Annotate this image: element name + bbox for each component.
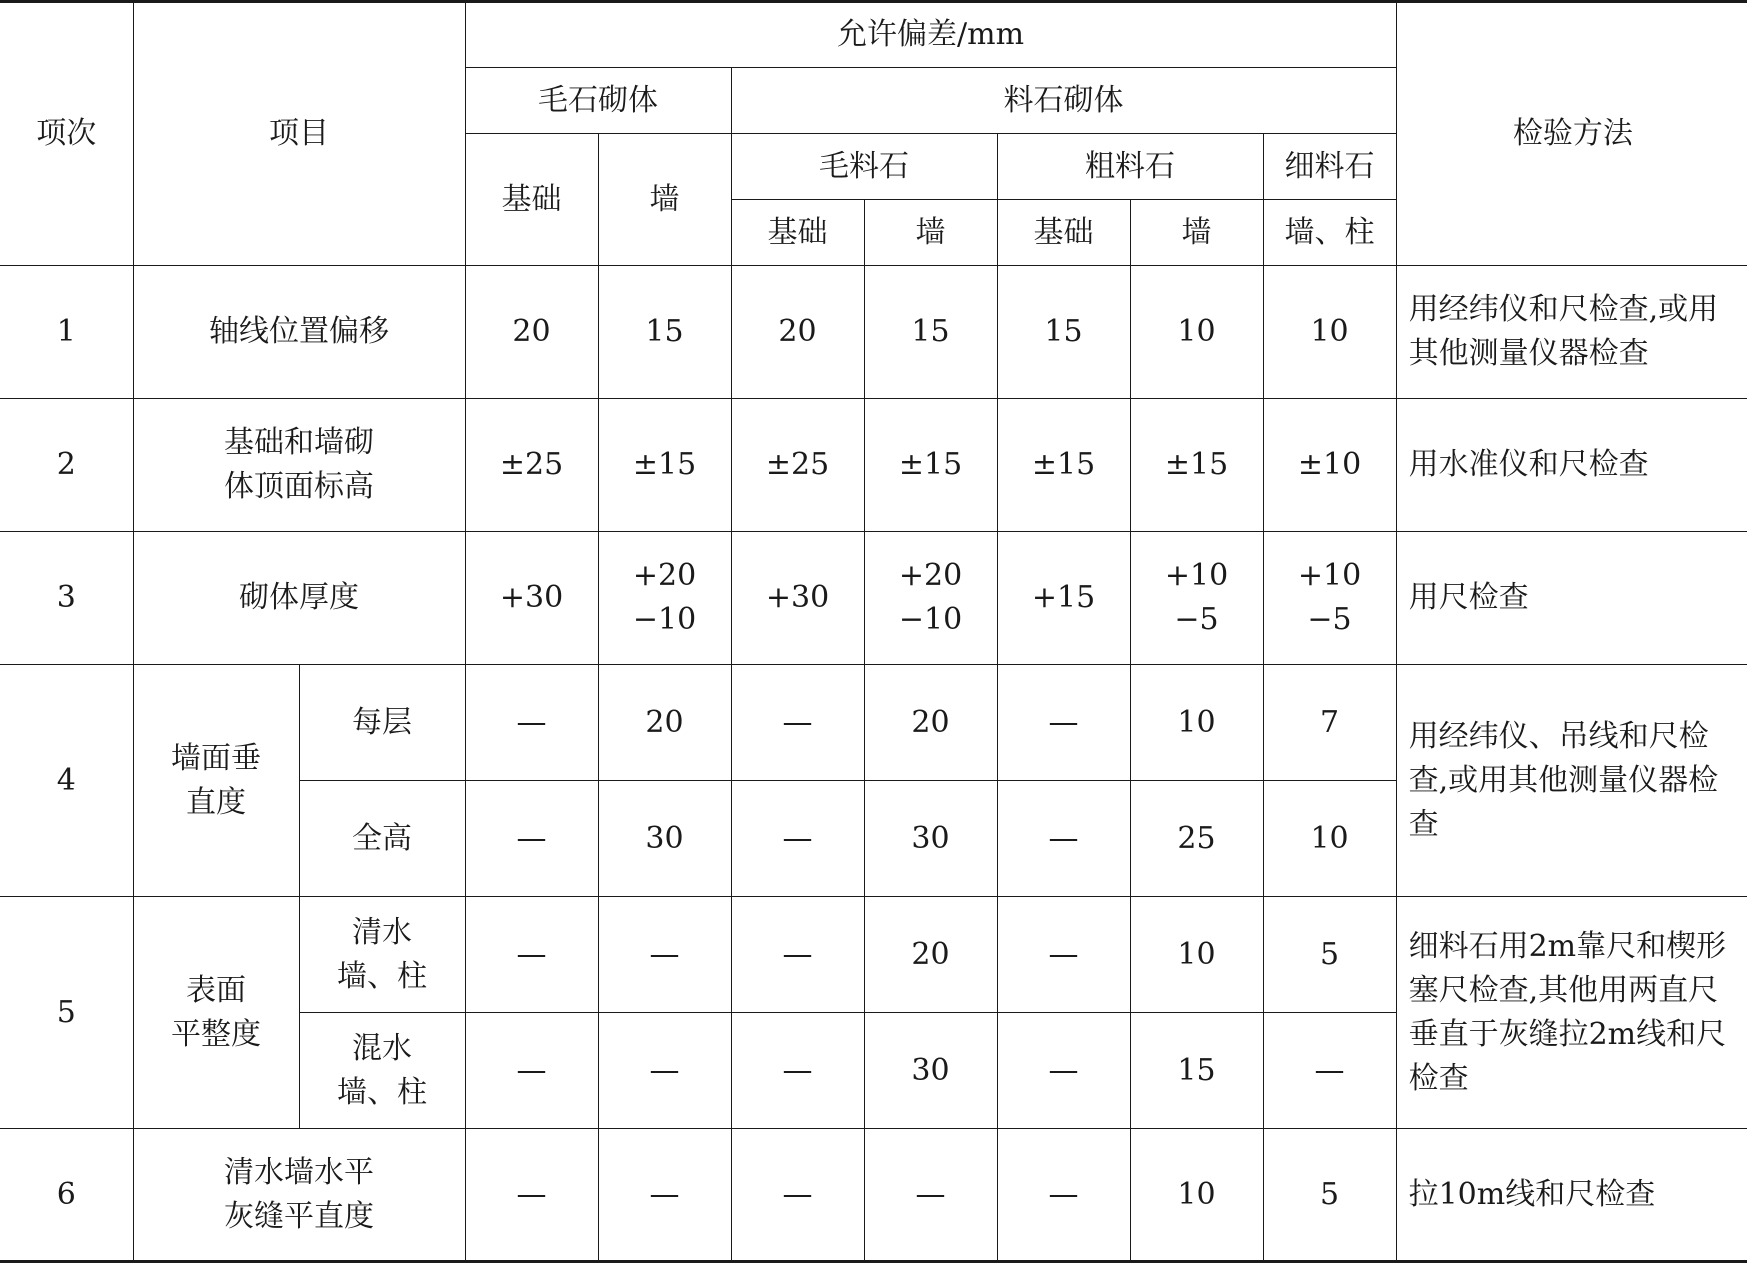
cell: — [997, 897, 1130, 1013]
row-item: 轴线位置偏移 [133, 266, 465, 399]
cell: 15 [997, 266, 1130, 399]
cell: +30 [465, 532, 598, 665]
cell: — [465, 665, 598, 781]
cell: — [465, 897, 598, 1013]
table-row [0, 266, 1747, 399]
header-coarse-foundation: 基础 [997, 200, 1130, 266]
cell: — [731, 665, 864, 781]
cell: 20 [864, 897, 997, 1013]
cell: 15 [864, 266, 997, 399]
cell: 15 [1130, 1013, 1263, 1129]
cell: — [465, 1129, 598, 1262]
cell: 7 [1263, 665, 1396, 781]
cell: 10 [1130, 665, 1263, 781]
row-method: 细料石用2m靠尺和楔形塞尺检查,其他用两直尺垂直于灰缝拉2m线和尺检查 [1396, 897, 1747, 1129]
header-coarse-wall: 墙 [1130, 200, 1263, 266]
cell: — [465, 1013, 598, 1129]
cell: ±10 [1263, 399, 1396, 532]
cell: 10 [1130, 266, 1263, 399]
header-rubble-foundation: 基础 [465, 134, 598, 266]
header-rough-ashlar: 毛料石 [731, 134, 997, 200]
table-row [0, 665, 1747, 781]
sub-item: 清水 墙、柱 [299, 897, 465, 1013]
row-item: 表面 平整度 [133, 897, 299, 1129]
row-item: 基础和墙砌 体顶面标高 [133, 399, 465, 532]
sub-item: 每层 [299, 665, 465, 781]
cell: — [598, 1013, 731, 1129]
row-method: 用尺检查 [1396, 532, 1747, 665]
cell: 10 [1130, 1129, 1263, 1262]
cell: — [598, 1129, 731, 1262]
header-rubble: 毛石砌体 [465, 68, 731, 134]
sub-item: 混水 墙、柱 [299, 1013, 465, 1129]
cell: +15 [997, 532, 1130, 665]
cell: — [731, 1129, 864, 1262]
cell: — [997, 781, 1130, 897]
header-coarse-ashlar: 粗料石 [997, 134, 1263, 200]
cell: ±15 [997, 399, 1130, 532]
cell: 20 [864, 665, 997, 781]
cell: 5 [1263, 1129, 1396, 1262]
cell: ±15 [598, 399, 731, 532]
cell: +30 [731, 532, 864, 665]
cell: 25 [1130, 781, 1263, 897]
header-tolerance: 允许偏差/mm [465, 2, 1396, 68]
table-row [0, 399, 1747, 532]
cell: — [864, 1129, 997, 1262]
row-index: 2 [0, 399, 133, 532]
cell: 30 [864, 1013, 997, 1129]
row-method: 拉10m线和尺检查 [1396, 1129, 1747, 1262]
row-index: 4 [0, 665, 133, 897]
sub-item: 全高 [299, 781, 465, 897]
cell: ±15 [1130, 399, 1263, 532]
row-item: 砌体厚度 [133, 532, 465, 665]
header-rough-foundation: 基础 [731, 200, 864, 266]
cell: ±25 [465, 399, 598, 532]
cell: — [1263, 1013, 1396, 1129]
cell: — [465, 781, 598, 897]
cell: ±15 [864, 399, 997, 532]
cell: +20 −10 [864, 532, 997, 665]
table-row [0, 532, 1747, 665]
header-fine-ashlar: 细料石 [1263, 134, 1396, 200]
cell: +10 −5 [1263, 532, 1396, 665]
row-item: 墙面垂 直度 [133, 665, 299, 897]
cell: +10 −5 [1130, 532, 1263, 665]
cell: 10 [1130, 897, 1263, 1013]
cell: 20 [465, 266, 598, 399]
row-index: 3 [0, 532, 133, 665]
row-index: 5 [0, 897, 133, 1129]
cell: +20 −10 [598, 532, 731, 665]
cell: — [997, 1129, 1130, 1262]
cell: 30 [864, 781, 997, 897]
cell: — [731, 781, 864, 897]
cell: ±25 [731, 399, 864, 532]
header-fine-wall-column: 墙、柱 [1263, 200, 1396, 266]
table-row [0, 897, 1747, 1013]
cell: — [997, 665, 1130, 781]
cell: 10 [1263, 266, 1396, 399]
header-ashlar: 料石砌体 [731, 68, 1396, 134]
header-rough-wall: 墙 [864, 200, 997, 266]
cell: — [731, 1013, 864, 1129]
header-index: 项次 [0, 2, 133, 266]
row-item: 清水墙水平 灰缝平直度 [133, 1129, 465, 1262]
row-method: 用水准仪和尺检查 [1396, 399, 1747, 532]
header-rubble-wall: 墙 [598, 134, 731, 266]
row-index: 6 [0, 1129, 133, 1262]
cell: 15 [598, 266, 731, 399]
cell: 10 [1263, 781, 1396, 897]
cell: 20 [731, 266, 864, 399]
cell: — [731, 897, 864, 1013]
cell: 5 [1263, 897, 1396, 1013]
cell: — [598, 897, 731, 1013]
cell: 20 [598, 665, 731, 781]
header-method: 检验方法 [1396, 2, 1747, 266]
header-item: 项目 [133, 2, 465, 266]
cell: — [997, 1013, 1130, 1129]
row-method: 用经纬仪、吊线和尺检查,或用其他测量仪器检查 [1396, 665, 1747, 897]
table-row [0, 1129, 1747, 1262]
row-index: 1 [0, 266, 133, 399]
cell: 30 [598, 781, 731, 897]
row-method: 用经纬仪和尺检查,或用其他测量仪器检查 [1396, 266, 1747, 399]
